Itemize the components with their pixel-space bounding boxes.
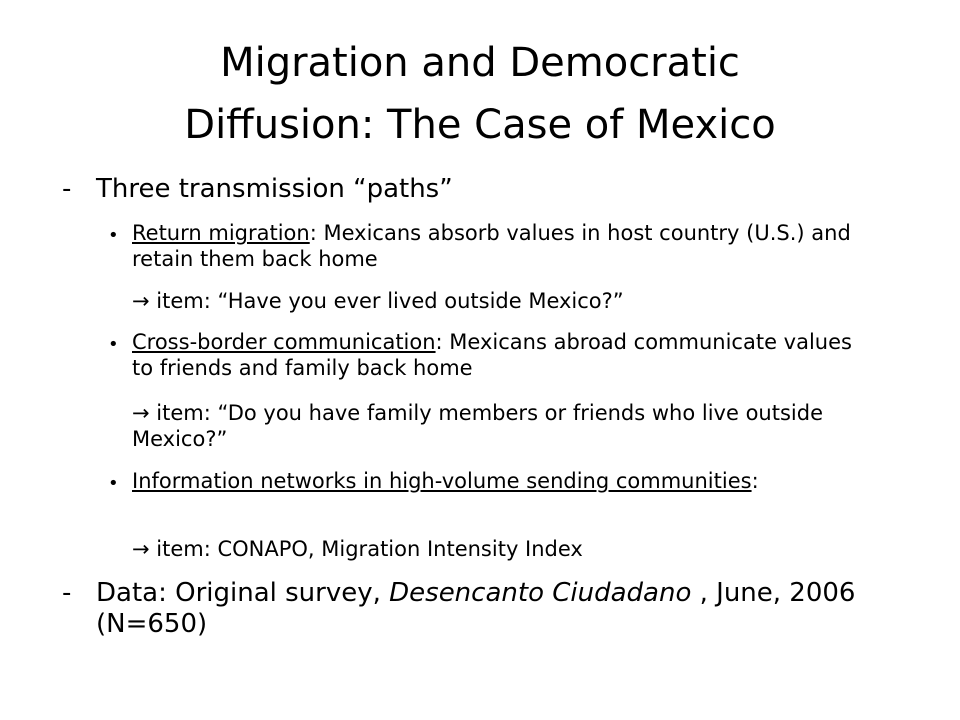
bullet-cross-border	[132, 329, 872, 381]
dash-marker: -	[62, 174, 72, 204]
slide-title	[60, 32, 900, 156]
term-info-networks: Information networks in high-volume sending communities	[132, 469, 752, 493]
survey-name: Desencanto Ciudadano	[389, 578, 692, 608]
bullet-marker: •	[108, 473, 119, 494]
item-cross-border: → item: “Do you have family members or friends who live outside Mexico?”	[132, 401, 823, 451]
dash-marker: -	[62, 578, 72, 608]
item-return-migration: → item: “Have you ever lived outside Mexico?”	[132, 289, 624, 313]
point-paths-text: Three transmission “paths”	[96, 174, 453, 204]
desc-cross-border: : Mexicans abroad communicate values to friends and family back home	[132, 330, 852, 380]
item-info-networks: → item: CONAPO, Migration Intensity Index	[132, 537, 583, 561]
data-tail: , June, 2006 (N=650)	[96, 578, 856, 639]
desc-return-migration: : Mexicans absorb values in host country (U.S.) and retain them back home	[132, 221, 851, 271]
bullet-return-migration	[132, 220, 872, 272]
data-lead: Data: Original survey,	[96, 578, 390, 608]
term-cross-border: Cross-border communication	[132, 330, 436, 354]
bullet-info-networks	[132, 468, 872, 494]
title-line-1: Migration and Democratic	[220, 40, 740, 86]
title-line-2: Diffusion: The Case of Mexico	[184, 102, 776, 148]
point-data-text	[96, 578, 916, 640]
term-return-migration: Return migration	[132, 221, 310, 245]
bullet-marker: •	[108, 225, 119, 246]
desc-info-networks: :	[751, 469, 759, 493]
bullet-marker: •	[108, 334, 119, 355]
